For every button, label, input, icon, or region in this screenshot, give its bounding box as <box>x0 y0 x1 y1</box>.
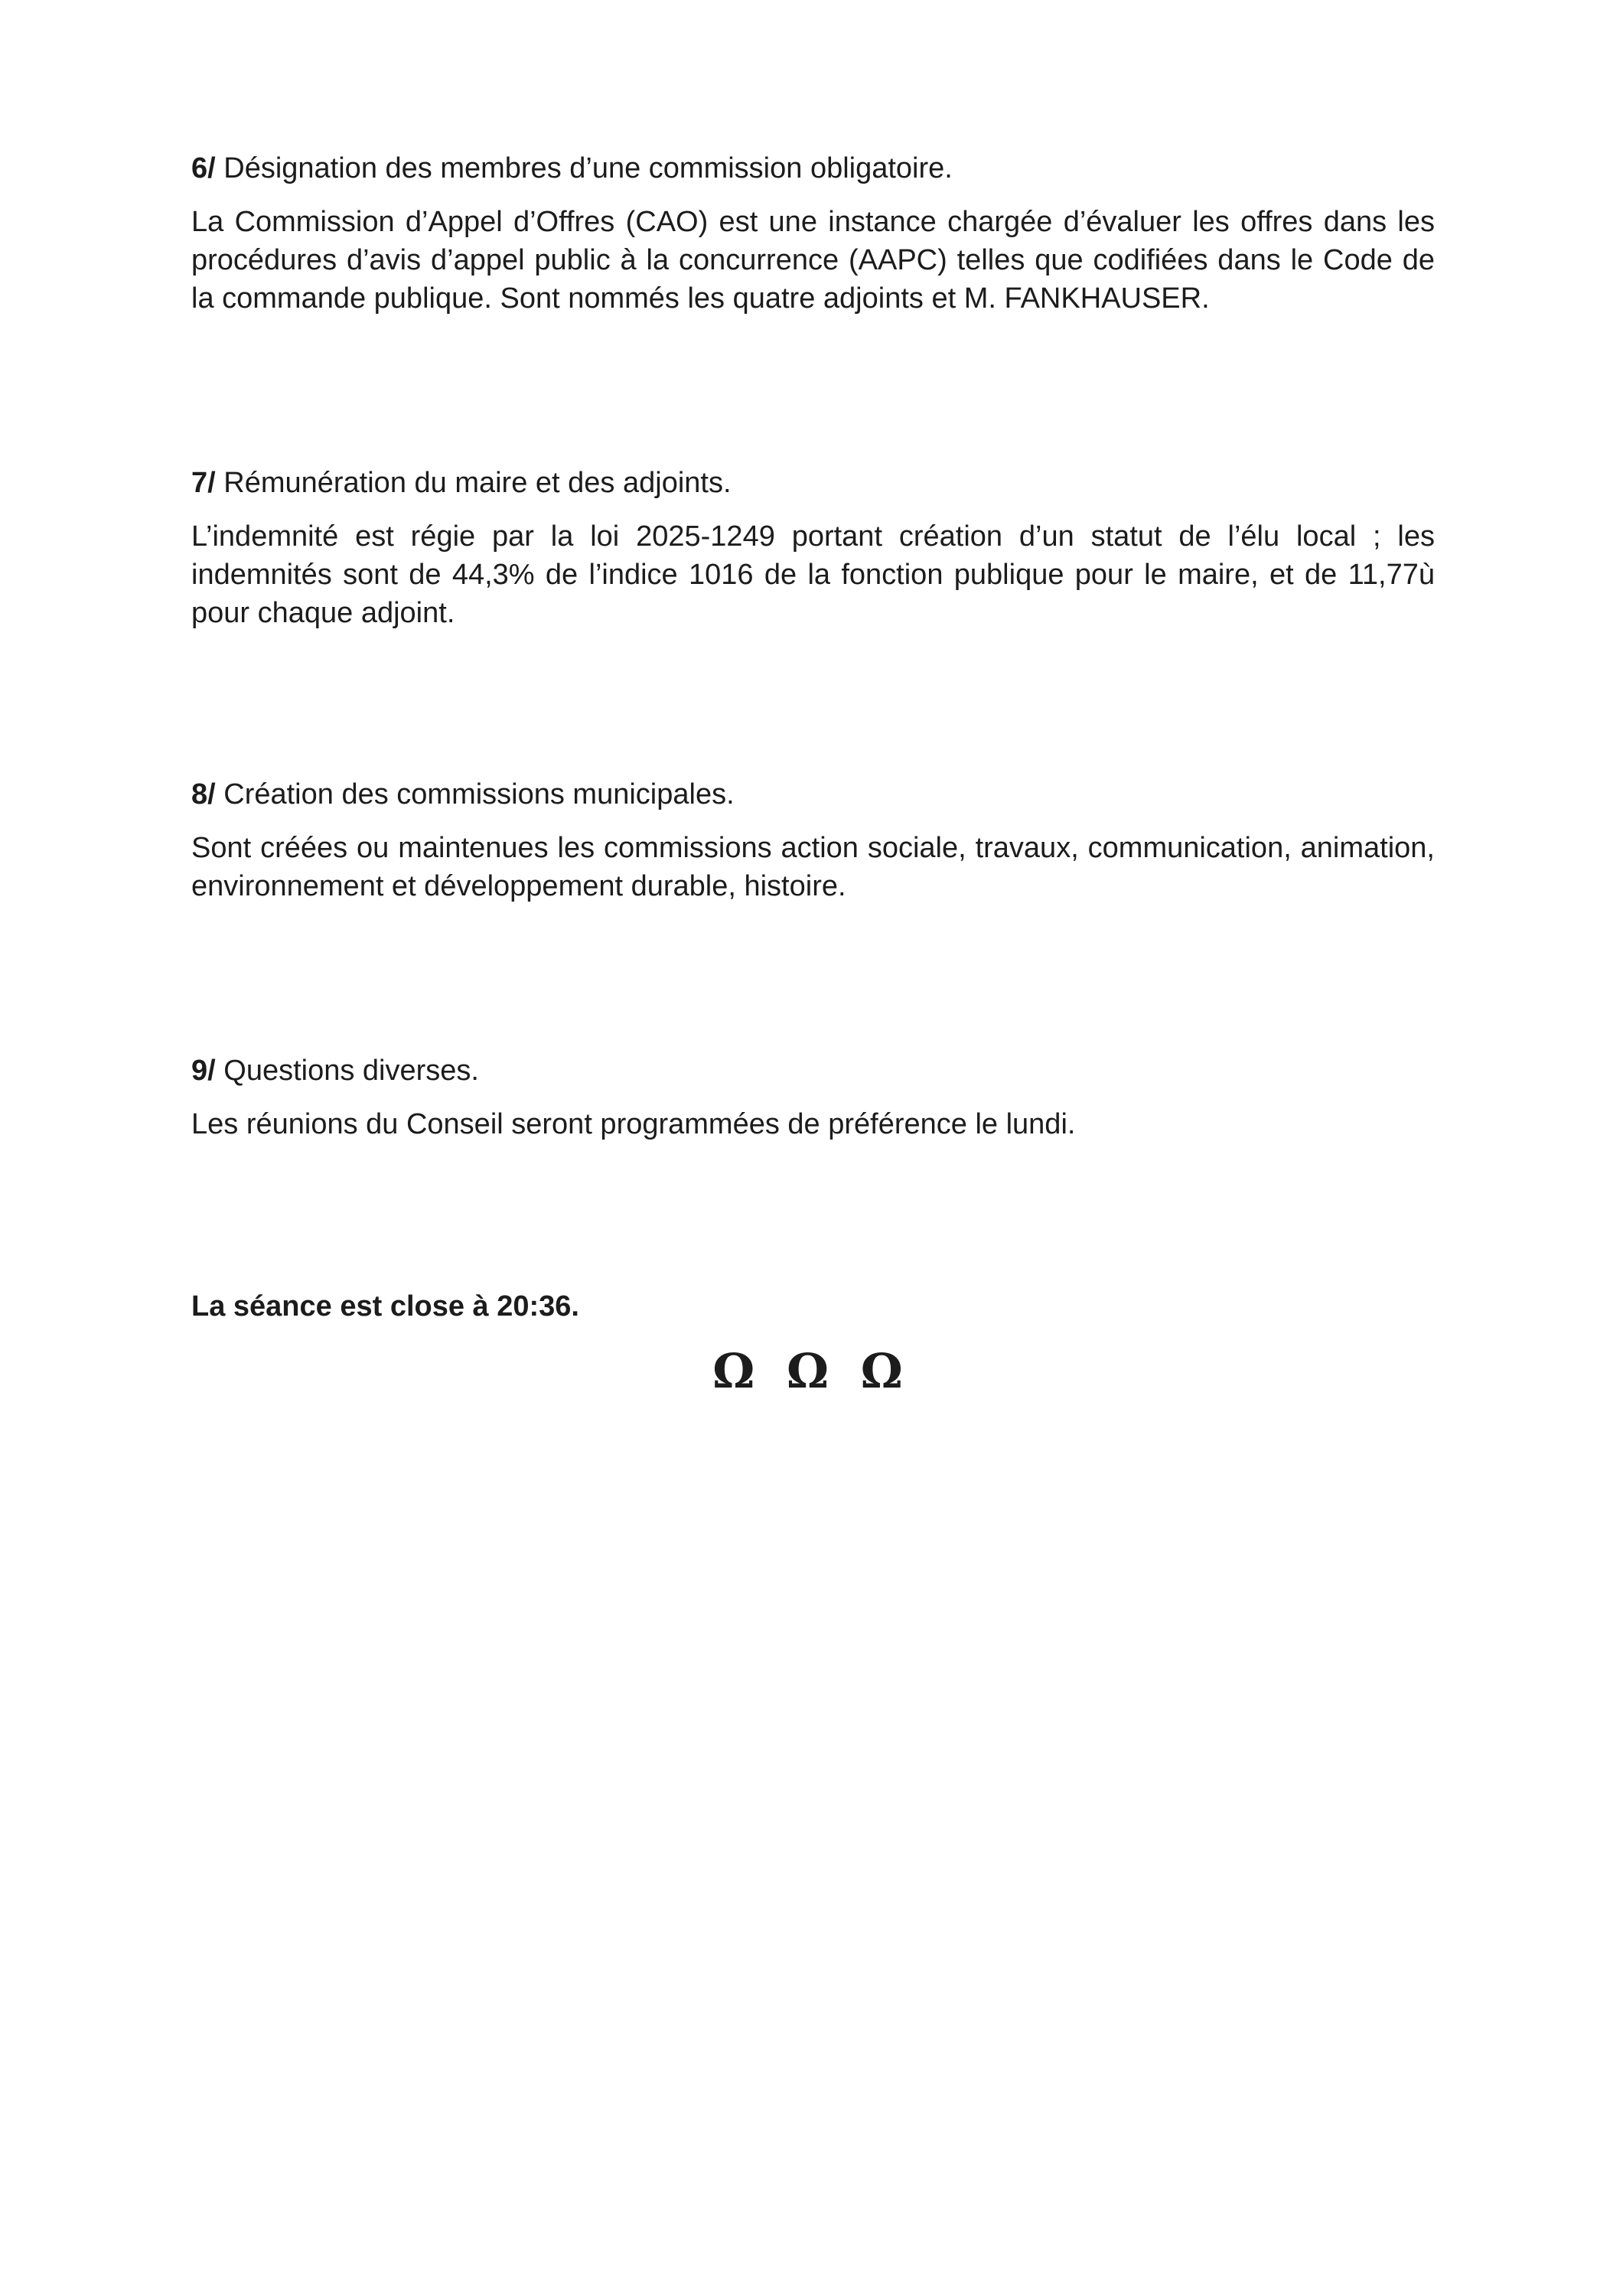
section-heading <box>191 149 1435 188</box>
section-number: 7/ <box>191 467 216 499</box>
section-heading <box>191 1052 1435 1090</box>
section-heading <box>191 775 1435 814</box>
section-text: Les réunions du Conseil seront programmées de préférence le lundi. <box>191 1108 1076 1140</box>
session-closing-statement: La séance est close à 20:36. <box>191 1290 579 1322</box>
section-text: Sont créées ou maintenues les commissions action sociale, travaux, communication, animation, environnement et développement durable, histoire. <box>191 832 1435 902</box>
section-title: Rémunération du maire et des adjoints. <box>215 467 732 499</box>
section-title: Questions diverses. <box>215 1055 479 1087</box>
section-title: Création des commissions municipales. <box>215 778 735 810</box>
section-title: Désignation des membres d’une commission obligatoire. <box>215 152 953 184</box>
section-number: 6/ <box>191 152 216 184</box>
section-commission-designation <box>191 149 1435 318</box>
section-number: 8/ <box>191 778 216 810</box>
section-text: La Commission d’Appel d’Offres (CAO) est une instance chargée d’évaluer les offres dans les procédures d’avis d’appel public à la concurrence (AAPC) telles que codifiées dans le Code de la commande publique. Sont nommés les quatre adjoints et M. FANKHAUSER. <box>191 206 1435 315</box>
section-number: 9/ <box>191 1055 216 1087</box>
section-remuneration <box>191 464 1435 632</box>
section-text: L’indemnité est régie par la loi 2025-1249 portant création d’un statut de l’élu local ; les indemnités sont de 44,3% de l’indice 1016 de la fonction publique pour le maire, et de 11,77ù pour chaque adjoint. <box>191 520 1435 629</box>
section-misc-questions <box>191 1052 1435 1143</box>
section-municipal-commissions <box>191 775 1435 905</box>
section-heading <box>191 464 1435 502</box>
omega-ornament: Ω Ω Ω <box>712 1343 911 1399</box>
